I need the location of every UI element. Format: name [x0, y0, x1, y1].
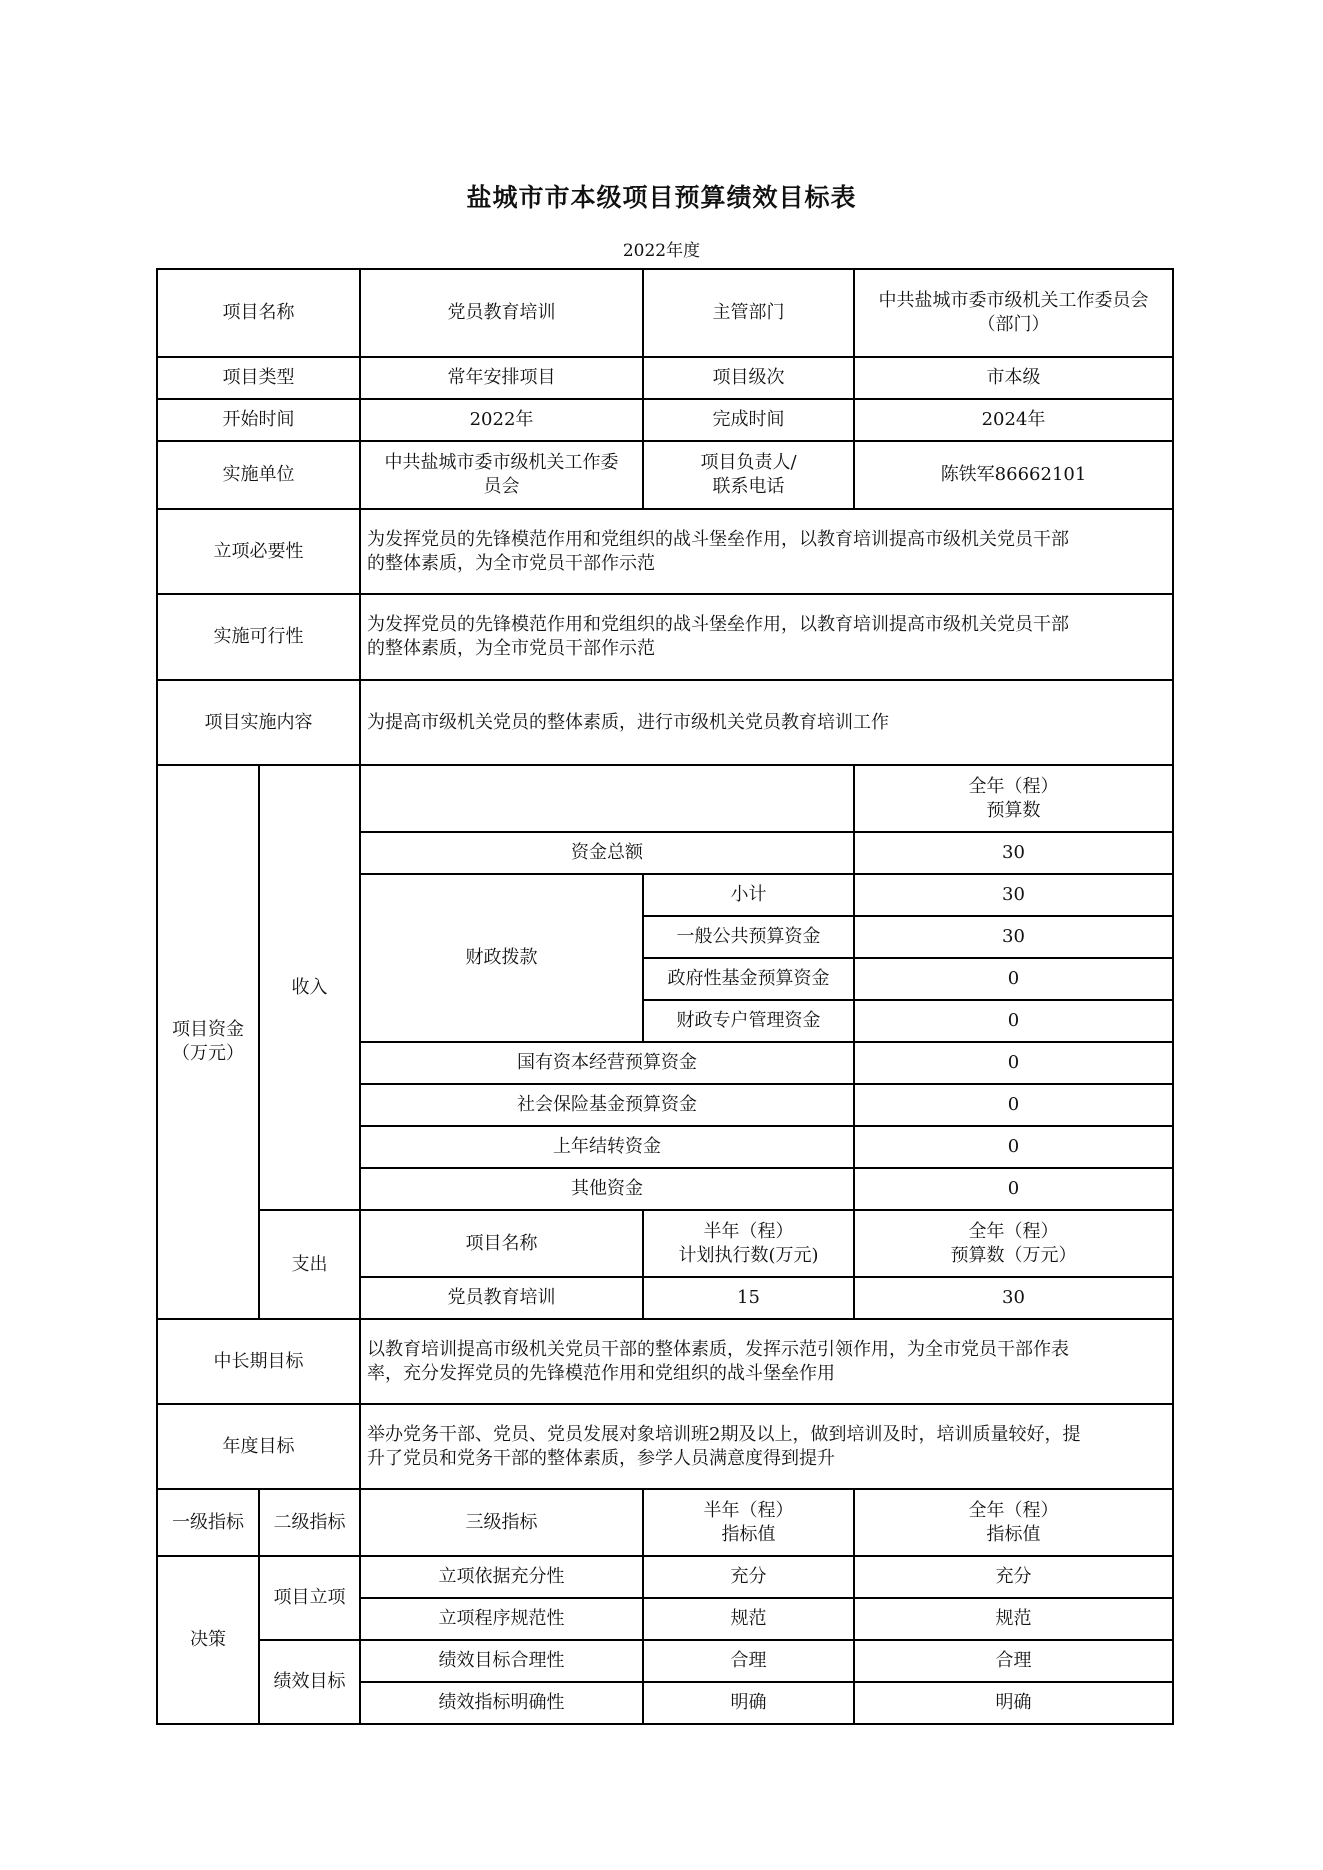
- subtotal-label: 小计: [643, 874, 854, 916]
- unit-value: [360, 441, 643, 509]
- indicator-h5-line1: 全年（程）: [968, 1499, 1059, 1521]
- annual-label: 年度目标: [157, 1404, 360, 1489]
- row-expense-header: [157, 1210, 1173, 1277]
- indicator-h5: [854, 1489, 1173, 1556]
- indicator-row: [157, 1556, 1173, 1598]
- content-label: 项目实施内容: [157, 680, 360, 765]
- feasibility-label: 实施可行性: [157, 594, 360, 680]
- exp-full-header-line1: 全年（程）: [968, 1220, 1059, 1242]
- contact-value: 陈铁军86662101: [854, 441, 1173, 509]
- indicator-level1: 决策: [157, 1556, 259, 1724]
- exp-half-header-line1: 半年（程）: [703, 1220, 794, 1242]
- annual-text: [360, 1404, 1173, 1489]
- total-value: 30: [854, 832, 1173, 874]
- exp-full-header-line2: 预算数（万元）: [950, 1244, 1077, 1266]
- contact-label-line2: 联系电话: [712, 476, 785, 497]
- row-content: [157, 680, 1173, 765]
- exp-half-header: [643, 1210, 854, 1277]
- row-annual: [157, 1404, 1173, 1489]
- unit-label: 实施单位: [157, 441, 360, 509]
- gov-fund-label: 政府性基金预算资金: [643, 958, 854, 1000]
- dept-value-line2: （部门）: [977, 314, 1050, 335]
- indicator-full: 合理: [854, 1640, 1173, 1682]
- end-value: 2024年: [854, 399, 1173, 441]
- funds-header-empty: [360, 765, 854, 832]
- indicator-name: 立项程序规范性: [360, 1598, 643, 1640]
- indicator-group-performance: 绩效目标: [259, 1640, 360, 1724]
- indicator-h2: 二级指标: [259, 1489, 360, 1556]
- dept-value-line1: 中共盐城市委市级机关工作委员会: [878, 290, 1149, 311]
- indicator-h4-line2: 指标值: [721, 1523, 776, 1545]
- long-term-text: [360, 1319, 1173, 1404]
- type-label: 项目类型: [157, 357, 360, 399]
- unit-value-line2: 员会: [483, 476, 520, 497]
- other-value: 0: [854, 1168, 1173, 1210]
- exp-name-header: 项目名称: [360, 1210, 643, 1277]
- unit-value-line1: 中共盐城市委市级机关工作委: [384, 452, 619, 473]
- funds-label-line1: 项目资金: [172, 1019, 244, 1040]
- exp-name: 党员教育培训: [360, 1277, 643, 1319]
- state-capital-value: 0: [854, 1042, 1173, 1084]
- social-insurance-value: 0: [854, 1084, 1173, 1126]
- subtotal-value: 30: [854, 874, 1173, 916]
- end-label: 完成时间: [643, 399, 854, 441]
- page-title: 盐城市市本级项目预算绩效目标表: [466, 183, 857, 212]
- feasibility-text: [360, 594, 1173, 680]
- indicator-name: 绩效指标明确性: [360, 1682, 643, 1724]
- general-value: 30: [854, 916, 1173, 958]
- row-necessity: [157, 509, 1173, 594]
- indicator-full: 规范: [854, 1598, 1173, 1640]
- level-label: 项目级次: [643, 357, 854, 399]
- funds-label: [157, 765, 259, 1319]
- row-indicator-header: [157, 1489, 1173, 1556]
- long-term-line2: 率，充分发挥党员的先锋模范作用和党组织的战斗堡垒作用: [367, 1362, 835, 1384]
- social-insurance-label: 社会保险基金预算资金: [360, 1084, 854, 1126]
- funds-header-line2: 预算数: [986, 799, 1041, 821]
- indicator-full: 明确: [854, 1682, 1173, 1724]
- funds-header-line1: 全年（程）: [968, 775, 1059, 797]
- necessity-label: 立项必要性: [157, 509, 360, 594]
- long-term-line1: 以教育培训提高市级机关党员干部的整体素质，发挥示范引领作用，为全市党员干部作表: [367, 1338, 1069, 1360]
- indicator-half: 充分: [643, 1556, 854, 1598]
- indicator-half: 合理: [643, 1640, 854, 1682]
- long-term-label: 中长期目标: [157, 1319, 360, 1404]
- row-project-type: [157, 357, 1173, 399]
- start-value: 2022年: [360, 399, 643, 441]
- fiscal-label: 财政拨款: [360, 874, 643, 1042]
- row-funds-header: [157, 765, 1173, 832]
- feasibility-line2: 的整体素质，为全市党员干部作示范: [367, 638, 655, 659]
- row-project-name: [157, 269, 1173, 357]
- indicator-h4: [643, 1489, 854, 1556]
- project-name-value: 党员教育培训: [360, 269, 643, 357]
- indicator-name: 绩效目标合理性: [360, 1640, 643, 1682]
- indicator-h1: 一级指标: [157, 1489, 259, 1556]
- feasibility-line1: 为发挥党员的先锋模范作用和党组织的战斗堡垒作用，以教育培训提高市级机关党员干部: [367, 614, 1069, 635]
- funds-header-annual: [854, 765, 1173, 832]
- exp-full-value: 30: [854, 1277, 1173, 1319]
- special-label: 财政专户管理资金: [643, 1000, 854, 1042]
- type-value: 常年安排项目: [360, 357, 643, 399]
- necessity-text: [360, 509, 1173, 594]
- carryover-value: 0: [854, 1126, 1173, 1168]
- annual-line2: 升了党员和党务干部的整体素质，参学人员满意度得到提升: [367, 1447, 835, 1469]
- gov-fund-value: 0: [854, 958, 1173, 1000]
- row-unit: [157, 441, 1173, 509]
- year-label: 2022年度: [622, 241, 701, 261]
- row-long-term: [157, 1319, 1173, 1404]
- expense-label: 支出: [259, 1210, 360, 1319]
- exp-half-header-line2: 计划执行数(万元): [678, 1244, 819, 1266]
- dept-label: 主管部门: [643, 269, 854, 357]
- content-text: 为提高市级机关党员的整体素质，进行市级机关党员教育培训工作: [360, 680, 1173, 765]
- carryover-label: 上年结转资金: [360, 1126, 854, 1168]
- exp-full-header: [854, 1210, 1173, 1277]
- general-label: 一般公共预算资金: [643, 916, 854, 958]
- indicator-row: [157, 1640, 1173, 1682]
- budget-performance-table: [156, 268, 1174, 1725]
- special-value: 0: [854, 1000, 1173, 1042]
- dept-value: [854, 269, 1173, 357]
- indicator-half: 规范: [643, 1598, 854, 1640]
- indicator-h4-line1: 半年（程）: [703, 1499, 794, 1521]
- exp-half-value: 15: [643, 1277, 854, 1319]
- indicator-group-project: 项目立项: [259, 1556, 360, 1640]
- funds-label-line2: （万元）: [172, 1043, 244, 1064]
- indicator-h3: 三级指标: [360, 1489, 643, 1556]
- total-label: 资金总额: [360, 832, 854, 874]
- indicator-full: 充分: [854, 1556, 1173, 1598]
- other-label: 其他资金: [360, 1168, 854, 1210]
- contact-label-line1: 项目负责人/: [700, 452, 797, 473]
- level-value: 市本级: [854, 357, 1173, 399]
- indicator-h5-line2: 指标值: [986, 1523, 1041, 1545]
- necessity-line2: 的整体素质，为全市党员干部作示范: [367, 552, 655, 574]
- necessity-line1: 为发挥党员的先锋模范作用和党组织的战斗堡垒作用，以教育培训提高市级机关党员干部: [367, 528, 1069, 550]
- row-time: [157, 399, 1173, 441]
- contact-label: [643, 441, 854, 509]
- state-capital-label: 国有资本经营预算资金: [360, 1042, 854, 1084]
- indicator-half: 明确: [643, 1682, 854, 1724]
- annual-line1: 举办党务干部、党员、党员发展对象培训班2期及以上，做到培训及时，培训质量较好，提: [367, 1423, 1081, 1445]
- row-feasibility: [157, 594, 1173, 680]
- indicator-name: 立项依据充分性: [360, 1556, 643, 1598]
- start-label: 开始时间: [157, 399, 360, 441]
- project-name-label: 项目名称: [157, 269, 360, 357]
- income-label: 收入: [259, 765, 360, 1210]
